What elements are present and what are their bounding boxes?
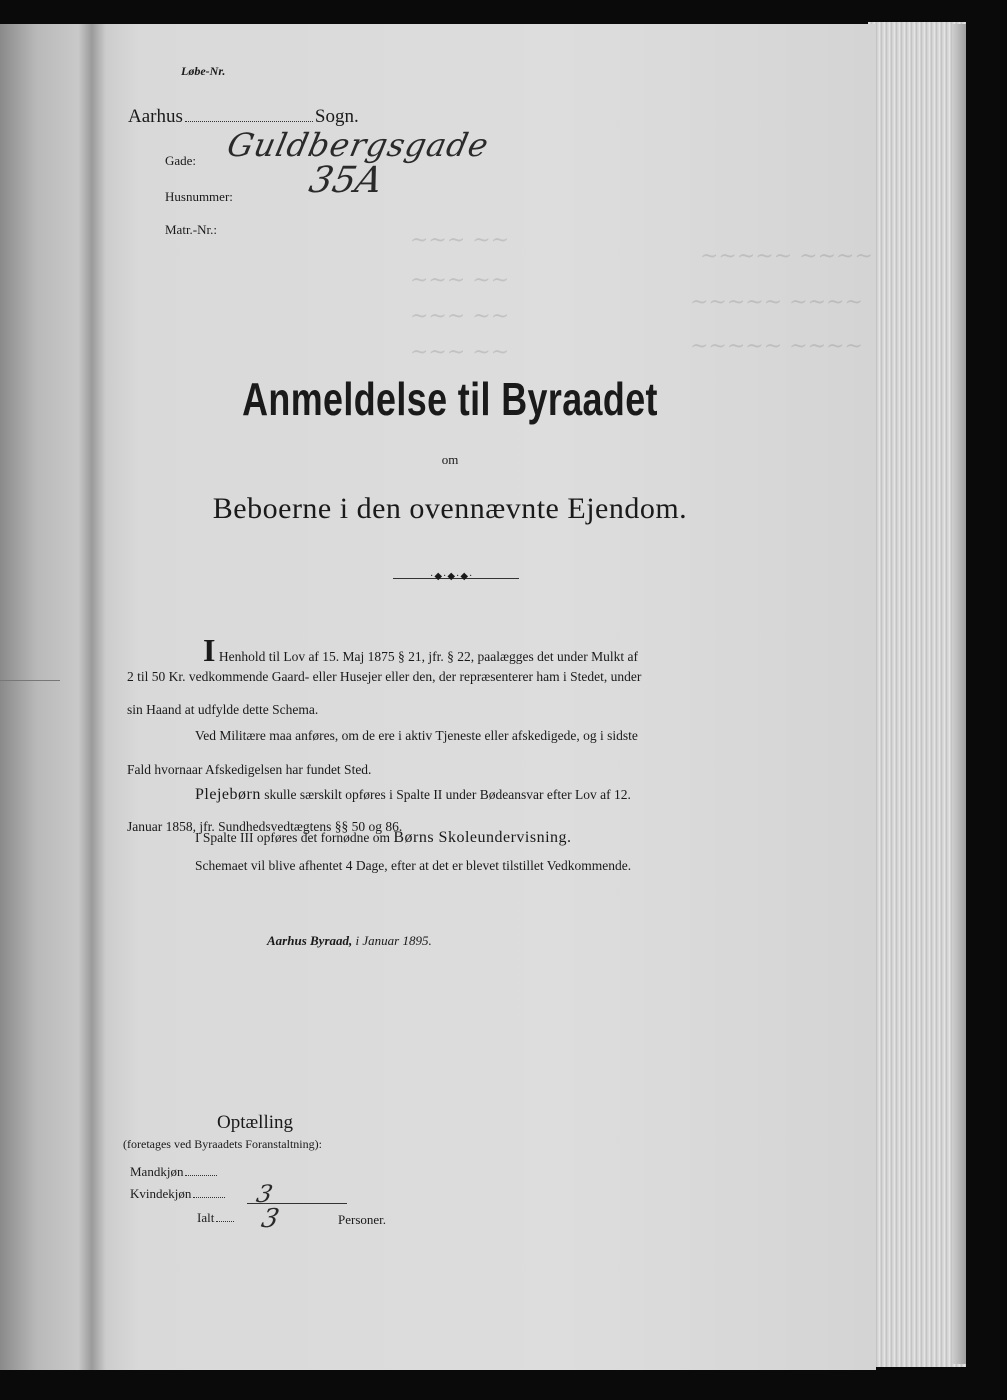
bleed-through-mark: ~~~ ~~: [410, 228, 510, 253]
counting-note: (foretages ved Byraadets Foranstaltning):: [123, 1137, 322, 1151]
bleed-through-mark: ~~~ ~~: [410, 268, 510, 293]
paragraph-3-line-2: Januar 1858, jfr. Sundhedsvedtægtens §§ 50 og 86.: [127, 819, 403, 834]
paragraph-text: Henhold til Lov af 15. Maj 1875 § 21, jfr. § 22, paalægges det under Mulkt af: [218, 649, 639, 664]
document-subtitle: Beboerne i den ovennævnte Ejendom.: [212, 492, 688, 525]
mandkjon-row: [130, 1164, 217, 1180]
personer-label: Personer.: [338, 1212, 387, 1227]
ialt-label: Ialt: [197, 1210, 215, 1225]
fill-dots: [185, 1165, 217, 1176]
bleed-through-mark: ~~~~~ ~~~~: [700, 244, 873, 269]
page-stack-shadow: [952, 24, 966, 1364]
handwritten-house-number: 35A: [305, 160, 387, 201]
ialt-row: [197, 1210, 234, 1226]
previous-page-edge: [0, 24, 92, 1370]
divider-ornament: ·◆·◆·◆·: [430, 571, 474, 582]
paragraph-4: [195, 829, 572, 847]
emphasized-term: Børns Skoleundervisning.: [393, 829, 572, 846]
bleed-through-mark: ~~~~~ ~~~~: [690, 334, 863, 359]
title-connector: om: [441, 452, 459, 467]
paragraph-2-line-2: Fald hvornaar Afskedigelsen har fundet Sted.: [127, 762, 372, 777]
gutter-shadow: [92, 24, 106, 1370]
issuer-name: Aarhus Byraad,: [267, 933, 353, 948]
paragraph-1-line-1: [203, 634, 638, 666]
paragraph-5: Schemaet vil blive afhentet 4 Dage, efter at det er blevet tilstillet Vedkommende.: [195, 858, 632, 873]
handwritten-kvindekjon-count: 3: [254, 1180, 276, 1208]
paragraph-2-line-1: Ved Militære maa anføres, om de ere i aktiv Tjeneste eller afskedigede, og i sidste: [195, 728, 638, 743]
parish-row: [128, 106, 359, 128]
lobe-nr-label: Løbe-Nr.: [181, 64, 226, 78]
handwritten-street: Guldbergsgade: [223, 126, 493, 164]
kvindekjon-row: [130, 1186, 225, 1202]
bleed-through-mark: ~~~ ~~: [410, 340, 510, 365]
mandkjon-label: Mandkjøn: [130, 1164, 184, 1179]
matr-nr-label: Matr.-Nr.:: [165, 222, 217, 237]
bleed-through-mark: ~~~~~ ~~~~: [690, 290, 863, 315]
kvindekjon-label: Kvindekjøn: [130, 1186, 192, 1201]
husnummer-label: Husnummer:: [165, 189, 233, 204]
page-crease: [0, 680, 60, 681]
issue-date: i Januar 1895.: [355, 933, 432, 948]
issuer-signature-line: [267, 933, 432, 949]
emphasized-term: Plejebørn: [195, 786, 261, 803]
paragraph-3-line-1: [195, 786, 631, 804]
drop-initial: I: [203, 632, 216, 668]
paragraph-1-line-2: 2 til 50 Kr. vedkommende Gaard- eller Husejer eller den, der repræsenterer ham i Stedet, under: [127, 669, 642, 684]
city-name: Aarhus: [128, 106, 183, 127]
sogn-label: Sogn.: [314, 106, 359, 127]
counting-title: Optælling: [217, 1112, 294, 1133]
fill-dots: [216, 1211, 234, 1222]
paragraph-text: skulle særskilt opføres i Spalte II under Bødeansvar efter Lov af 12.: [264, 787, 631, 802]
document-title: Anmeldelse til Byraadet: [242, 373, 658, 425]
paragraph-text: I Spalte III opføres det fornødne om: [195, 830, 390, 845]
handwritten-total-count: 3: [258, 1204, 282, 1234]
bleed-through-mark: ~~~ ~~: [410, 304, 510, 329]
fill-dots: [193, 1187, 225, 1198]
paragraph-1-line-3: sin Haand at udfylde dette Schema.: [127, 702, 319, 717]
gade-label: Gade:: [165, 153, 197, 168]
parish-fill-line: [185, 107, 313, 122]
